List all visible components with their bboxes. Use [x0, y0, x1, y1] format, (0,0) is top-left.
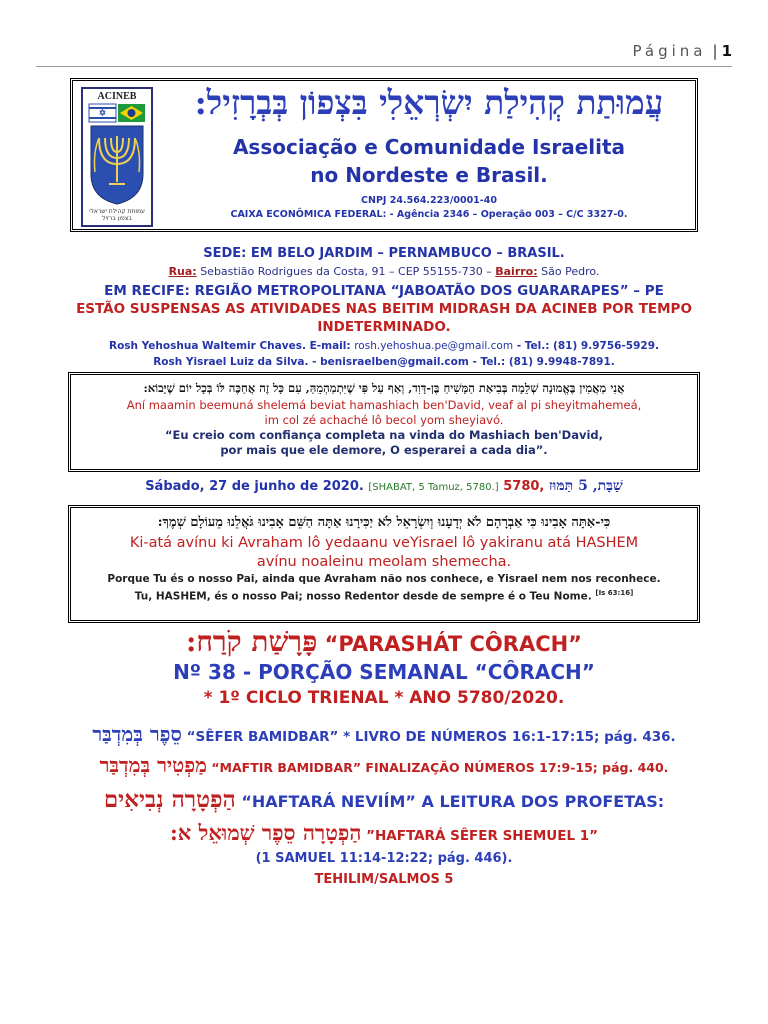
ciclo-title: * 1º CICLO TRIENAL * ANO 5780/2020.: [203, 688, 565, 708]
cnpj: CNPJ 24.564.223/0001-40: [361, 195, 497, 206]
shemuel-line: הַפְטָרָה סֵפֶר שְׁמוּאֵל א: ”HAFTARÁ SÊFER SHEMUEL 1”: [169, 820, 599, 845]
menorah-emblem-icon: [85, 102, 149, 206]
maftir-line: מַפְטִיר בְּמִדְבַּר “MAFTIR BAMIDBAR” FINALIZAÇÃO NÚMEROS 17:9-15; pág. 440.: [99, 753, 669, 777]
logo-caption: עמותת קהילת ישראלי בצפון ברזיל: [89, 208, 145, 222]
tehilim-line: TEHILIM/SALMOS 5: [314, 872, 454, 887]
quote-portuguese: “Eu creio com confiança completa na vinda do Mashiach ben'David, por mais que ele demore, O esperarei a cada dia”.: [164, 428, 604, 457]
org-name-line2: no Nordeste e Brasil.: [310, 163, 548, 187]
email-link[interactable]: rosh.yehoshua.pe@gmail.com: [354, 340, 514, 352]
email-link[interactable]: - benisraelben@gmail.com: [312, 356, 469, 368]
samuel-reference: (1 SAMUEL 11:14-12:22; pág. 446).: [255, 851, 513, 866]
page-number: Página | 1: [632, 42, 732, 60]
date-line: Sábado, 27 de junho de 2020. [SHABAT, 5 Tamuz, 5780.] 5780, שַׁבָּת, 5 תַּמּוּז: [145, 478, 623, 494]
ani-maamin-box: [68, 372, 700, 472]
haftara-line: הַפְטָרָה נְבִיאִים “HAFTARÁ NEVIÍM” A LEITURA DOS PROFETAS:: [103, 786, 665, 813]
quote-hebrew: אֲנִי מַאֲמִין בֶּאֱמוּנָה שְׁלֵמָה בְּבִיאַת הַמָּשִׁיחַ בֶּן-דָּוִד, וְאַף עַל פִּי שֶׁיִּתְמַהְמֵהַּ, עִם כָּל זֶה אֲחַכֶּה לּוֹ בְּכָל יוֹם שֶׁיָּבוֹא:: [143, 381, 625, 395]
header-rule: [36, 66, 732, 67]
acineb-logo: [81, 87, 153, 227]
sefer-line: סֵפֶר בְּמִדְבַּר “SÊFER BAMIDBAR” * LIVRO DE NÚMEROS 16:1-17:15; pág. 436.: [92, 722, 676, 746]
logo-title: ACINEB: [97, 91, 137, 102]
rosh-contact-2: Rosh Yisrael Luiz da Silva. - benisraelben@gmail.com - Tel.: (81) 9.9948-7891.: [153, 356, 615, 368]
street-address: Rua: Sebastião Rodrigues da Costa, 91 – CEP 55155-730 – Bairro: São Pedro.: [168, 265, 600, 278]
isaiah-quote-box: [68, 505, 700, 623]
header-box: [70, 78, 698, 232]
suspension-notice: ESTÃO SUSPENSAS AS ATIVIDADES NAS BEITIM MIDRASH DA ACINEB POR TEMPO INDETERMINADO.: [76, 301, 692, 335]
recife-line: EM RECIFE: REGIÃO METROPOLITANA “JABOATÃO DOS GUARARAPES” – PE: [104, 283, 664, 299]
quote-portuguese: Porque Tu és o nosso Pai, ainda que Avraham não nos conhece, e Yisrael nem nos reconhece. Tu, HASHEM, és o nosso Pai; nosso Redentor desde de sempre é o Teu Nome. [Is 63:16]: [107, 573, 661, 603]
bank-info: CAIXA ECONÔMICA FEDERAL: - Agência 2346 – Operação 003 – C/C 3327-0.: [230, 209, 628, 220]
parasha-title: פָּרָשַׁת קֹרַח: “PARASHÁT CÔRACH”: [186, 625, 582, 658]
org-name-line1: Associação e Comunidade Israelita: [232, 135, 626, 159]
sede-line: SEDE: EM BELO JARDIM – PERNAMBUCO – BRASIL.: [203, 246, 565, 261]
rosh-contact-1: Rosh Yehoshua Waltemir Chaves. E-mail: rosh.yehoshua.pe@gmail.com - Tel.: (81) 9.9756-5929.: [108, 340, 660, 352]
quote-transliteration: Ki-atá avínu ki Avraham lô yedaanu veYisrael lô yakiranu atá HASHEM avínu noaleinu meolam shemecha.: [129, 535, 639, 570]
quote-transliteration: Aní maamin beemuná shelemá beviat hamashiach ben'David, veaf al pi sheyitmahemeá, im col zé achaché lô becol yom sheyiavó.: [126, 398, 642, 427]
org-hebrew-name: עֲמוּתַת קְהִילַת יִשְׂרְאֵלִי בִּצְפוֹן בְּבְרָזִיל:: [194, 83, 664, 122]
quote-hebrew: כִּי-אַתָּה אָבִינוּ כִּי אַבְרָהָם לֹא יְדָעָנוּ וְיִשְׂרָאֵל לֹא יַכִּירָנוּ אַתָּה הַשֵּׁם אָבִינוּ גֹּאֲלֵנוּ מֵעוֹלָם שְׁמֶךָ:: [157, 515, 611, 530]
porcao-title: Nº 38 - PORÇÃO SEMANAL “CÔRACH”: [173, 660, 595, 684]
